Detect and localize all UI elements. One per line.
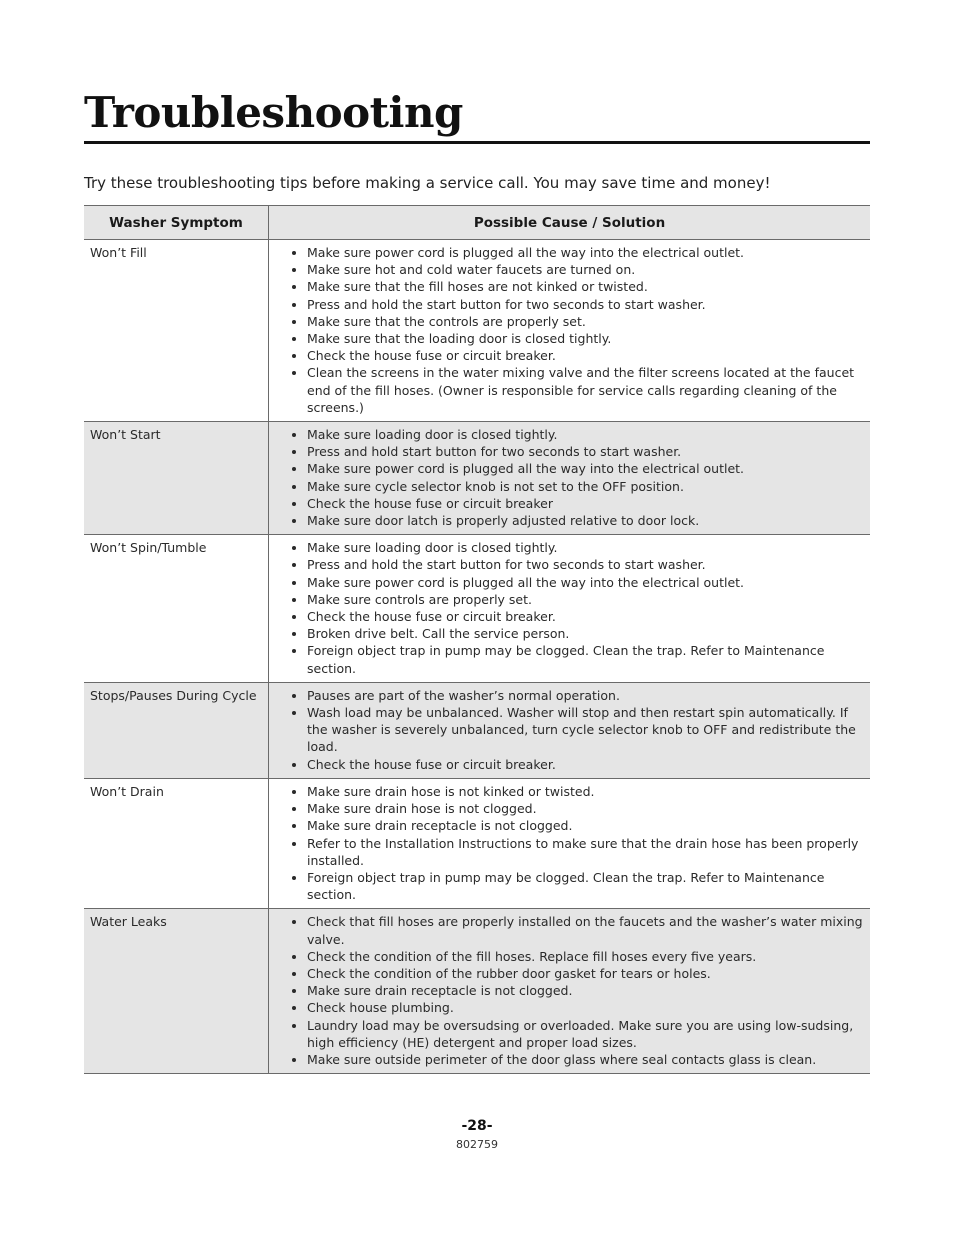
solution-item: • Press and hold start button for two seconds to start washer. (307, 443, 864, 460)
solution-item: • Check the house fuse or circuit breaker. (307, 756, 864, 773)
solution-item: • Make sure that the controls are properly set. (307, 313, 864, 330)
solution-item: • Check house plumbing. (307, 999, 864, 1016)
solution-item: • Make sure drain hose is not kinked or twisted. (307, 783, 864, 800)
solution-item: • Wash load may be unbalanced. Washer will stop and then restart spin automatically. If the washer is severely unbalanced, turn cycle selector knob to OFF and redistribute the load. (307, 704, 864, 756)
solution-item: • Clean the screens in the water mixing valve and the filter screens located at the faucet end of the fill hoses. (Owner is responsible for service calls regarding cleaning of the screens.) (307, 364, 864, 416)
solution-item: • Make sure power cord is plugged all the way into the electrical outlet. (307, 574, 864, 591)
page-title: Troubleshooting (84, 88, 463, 137)
solution-item: • Laundry load may be oversudsing or overloaded. Make sure you are using low-sudsing, high efficiency (HE) detergent and proper load sizes. (307, 1017, 864, 1051)
solution-cell (269, 909, 871, 1074)
solution-item: • Make sure loading door is closed tightly. (307, 426, 864, 443)
table-row (84, 240, 870, 422)
solution-item: • Pauses are part of the washer’s normal operation. (307, 687, 864, 704)
solution-list (269, 244, 864, 416)
solution-item: • Make sure outside perimeter of the door glass where seal contacts glass is clean. (307, 1051, 864, 1068)
symptom-cell: Stops/Pauses During Cycle (84, 682, 269, 778)
solution-list (269, 426, 864, 529)
solution-item: • Check the house fuse or circuit breaker. (307, 347, 864, 364)
solution-item: • Check the house fuse or circuit breaker. (307, 608, 864, 625)
solution-item: • Press and hold the start button for two seconds to start washer. (307, 296, 864, 313)
solution-cell (269, 535, 871, 683)
symptom-cell: Won’t Start (84, 422, 269, 535)
table-header-row (84, 206, 870, 240)
solution-item: • Make sure drain hose is not clogged. (307, 800, 864, 817)
solution-item: • Make sure power cord is plugged all the way into the electrical outlet. (307, 460, 864, 477)
solution-item: • Make sure hot and cold water faucets are turned on. (307, 261, 864, 278)
solution-item: • Check the house fuse or circuit breaker (307, 495, 864, 512)
symptom-cell: Won’t Spin/Tumble (84, 535, 269, 683)
solution-item: • Make sure loading door is closed tightly. (307, 539, 864, 556)
solution-item: • Check that fill hoses are properly installed on the faucets and the washer’s water mixing valve. (307, 913, 864, 947)
solution-item: • Press and hold the start button for two seconds to start washer. (307, 556, 864, 573)
solution-item: • Make sure controls are properly set. (307, 591, 864, 608)
symptom-cell: Won’t Drain (84, 778, 269, 908)
solution-item: • Make sure drain receptacle is not clogged. (307, 982, 864, 999)
solution-cell (269, 240, 871, 422)
header-washer-symptom: Washer Symptom (84, 206, 269, 240)
table-row (84, 778, 870, 908)
solution-item: • Make sure door latch is properly adjusted relative to door lock. (307, 512, 864, 529)
document-code: 802759 (456, 1138, 498, 1151)
table-row (84, 535, 870, 683)
symptom-cell: Water Leaks (84, 909, 269, 1074)
solution-list (269, 539, 864, 677)
symptom-cell: Won’t Fill (84, 240, 269, 422)
solution-list (269, 913, 864, 1068)
solution-cell (269, 422, 871, 535)
solution-list (269, 783, 864, 903)
solution-item: • Make sure drain receptacle is not clogged. (307, 817, 864, 834)
solution-item: • Make sure that the loading door is closed tightly. (307, 330, 864, 347)
table-row (84, 422, 870, 535)
troubleshooting-table (84, 205, 870, 1074)
table-row (84, 909, 870, 1074)
title-divider (84, 141, 870, 144)
solution-cell (269, 682, 871, 778)
table-body (84, 240, 870, 1074)
solution-item: • Make sure that the fill hoses are not kinked or twisted. (307, 278, 864, 295)
page-number: -28- (461, 1118, 493, 1134)
header-possible-cause: Possible Cause / Solution (269, 206, 871, 240)
intro-text: Try these troubleshooting tips before making a service call. You may save time and money! (84, 174, 771, 192)
solution-item: • Broken drive belt. Call the service person. (307, 625, 864, 642)
solution-item: • Check the condition of the fill hoses. Replace fill hoses every five years. (307, 948, 864, 965)
solution-item: • Check the condition of the rubber door gasket for tears or holes. (307, 965, 864, 982)
solution-item: • Make sure power cord is plugged all the way into the electrical outlet. (307, 244, 864, 261)
table-row (84, 682, 870, 778)
solution-item: • Refer to the Installation Instructions to make sure that the drain hose has been properly installed. (307, 835, 864, 869)
solution-item: • Make sure cycle selector knob is not set to the OFF position. (307, 478, 864, 495)
solution-cell (269, 778, 871, 908)
solution-item: • Foreign object trap in pump may be clogged. Clean the trap. Refer to Maintenance section. (307, 642, 864, 676)
solution-item: • Foreign object trap in pump may be clogged. Clean the trap. Refer to Maintenance section. (307, 869, 864, 903)
solution-list (269, 687, 864, 773)
